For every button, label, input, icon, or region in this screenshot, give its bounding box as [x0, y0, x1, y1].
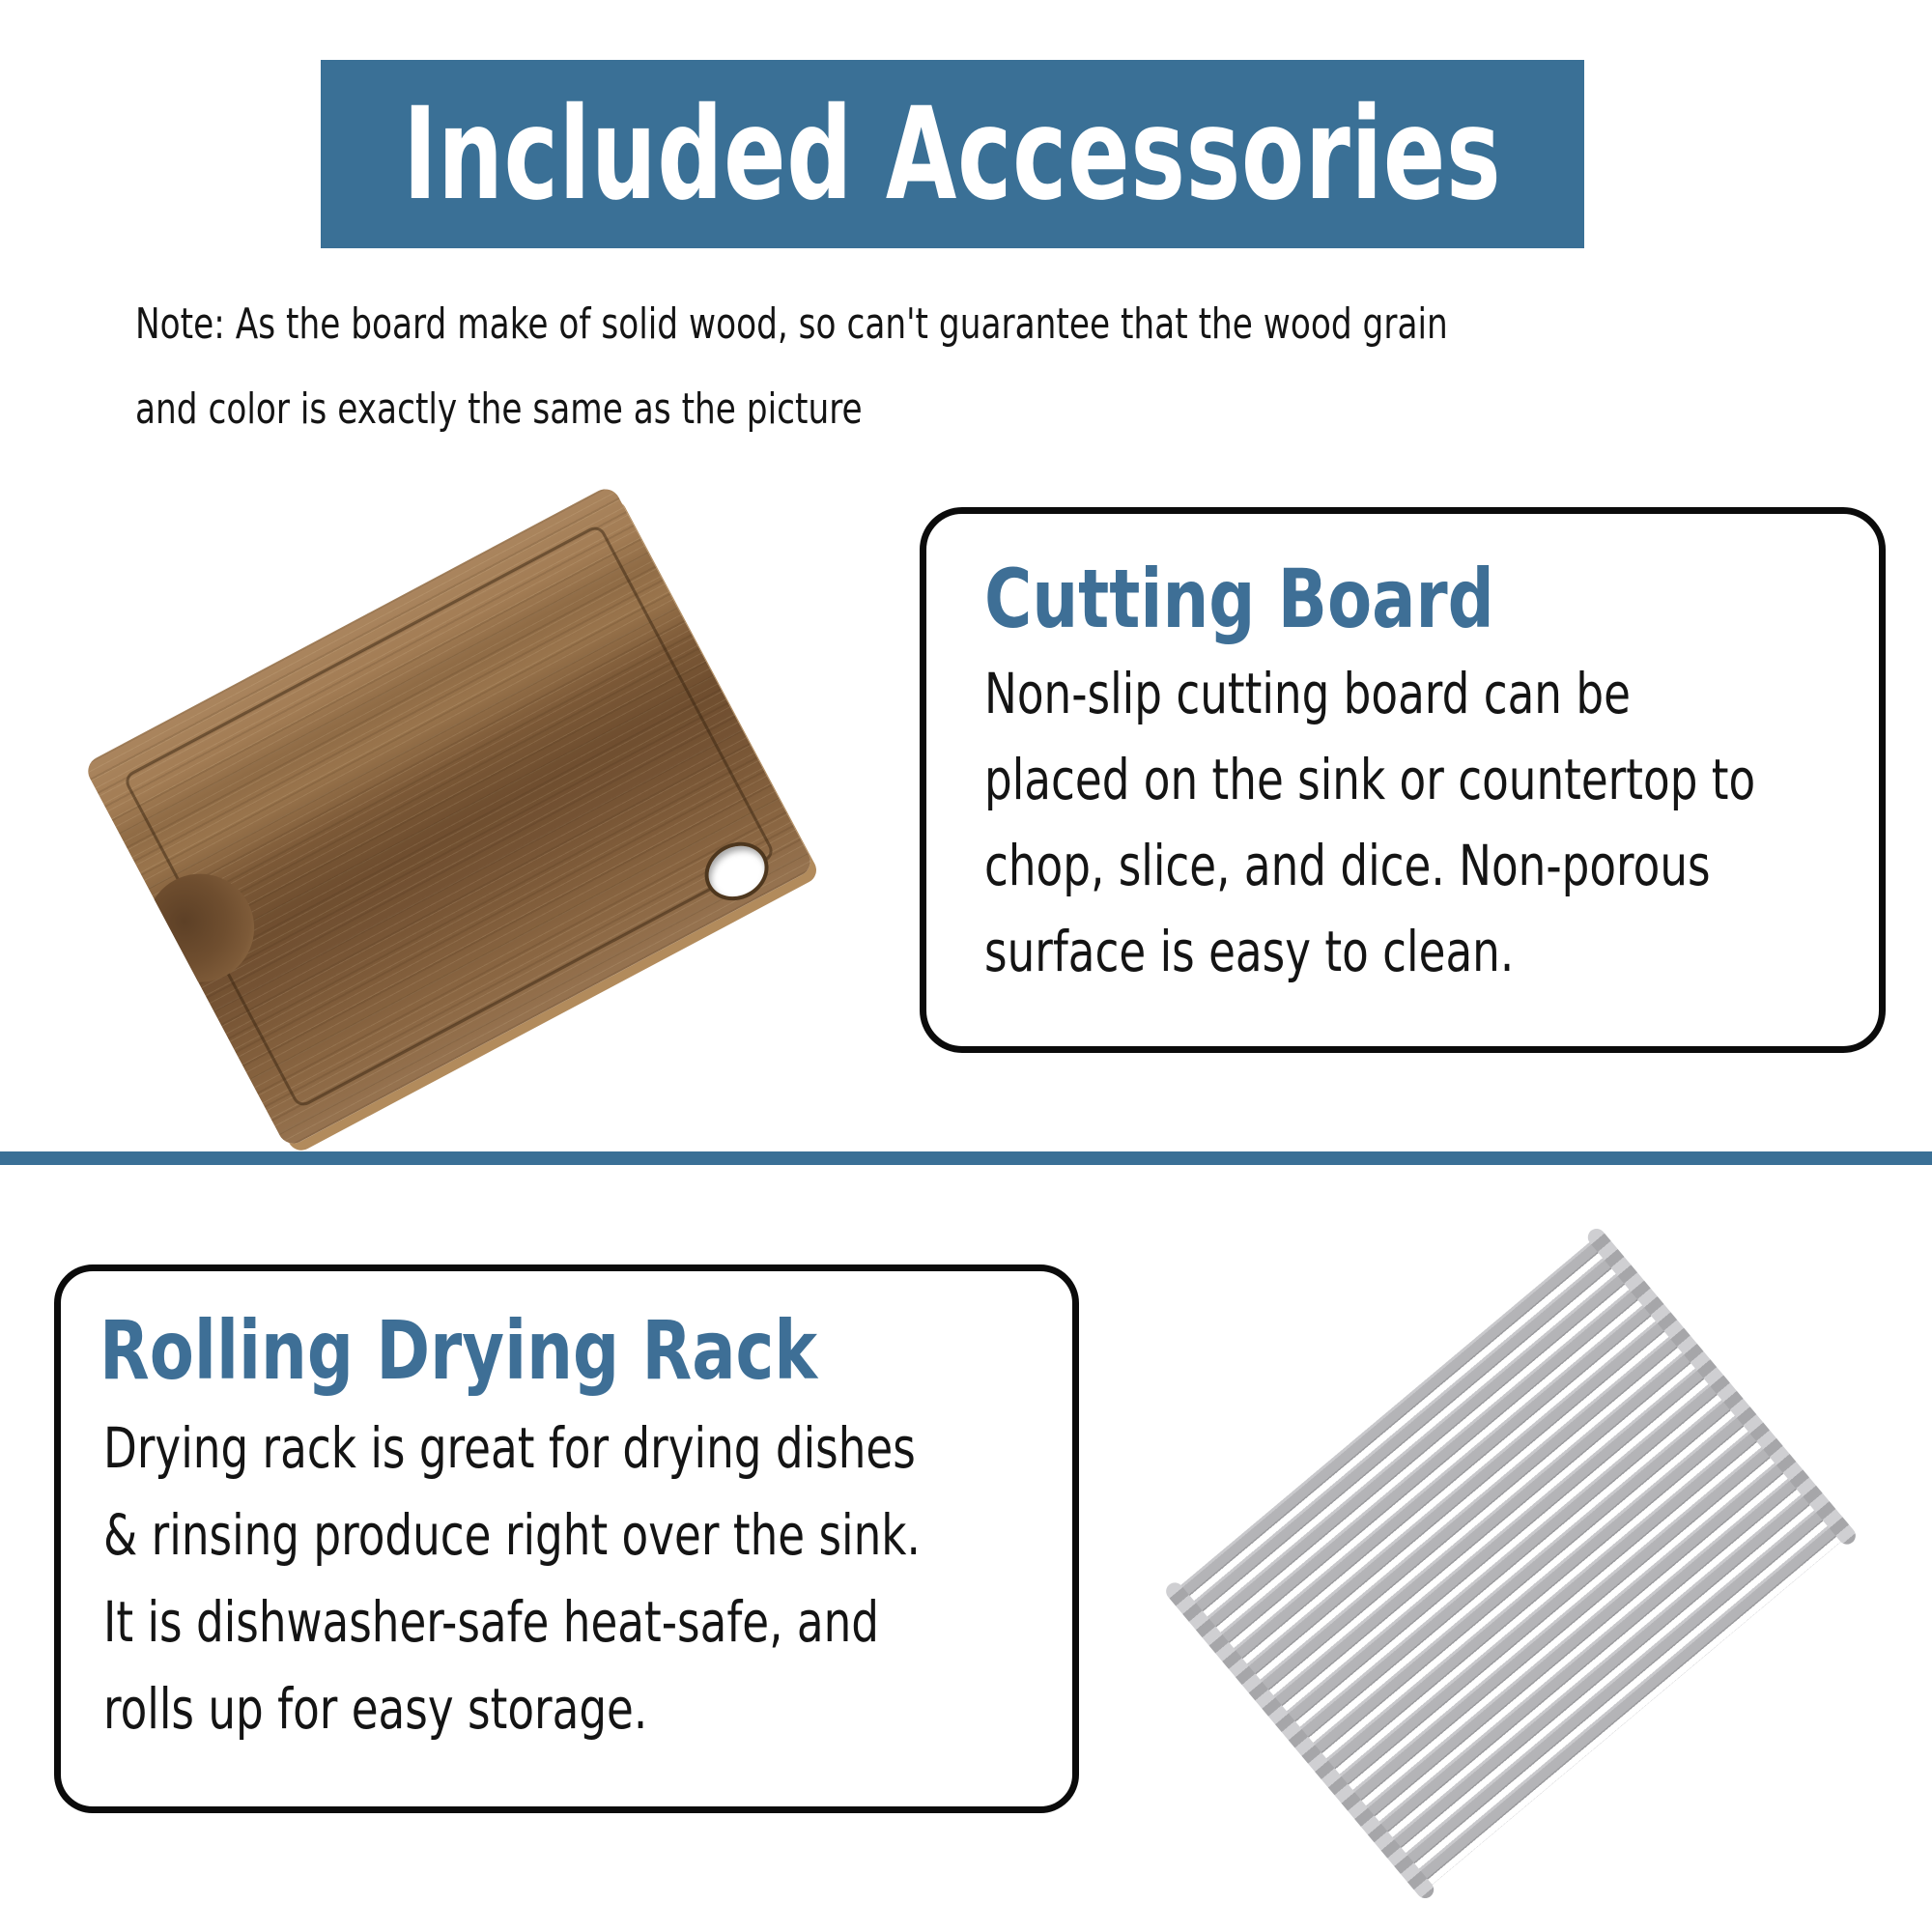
description-line: surface is easy to clean.: [984, 919, 1515, 984]
drying-rack-rods: [1177, 1238, 1845, 1889]
note-line: Note: As the board make of solid wood, so can't guarantee that the wood grain: [135, 299, 1448, 349]
note-text: [135, 282, 1448, 452]
note-line: and color is exactly the same as the picture: [135, 384, 863, 434]
cutting-board-juice-groove: [122, 523, 777, 1109]
cutting-board-description: [984, 651, 1755, 995]
description-line: placed on the sink or countertop to: [984, 747, 1756, 812]
drying-rack-image: [1171, 1234, 1852, 1893]
section-divider: [0, 1151, 1932, 1165]
cutting-board-heading: Cutting Board: [984, 552, 1494, 646]
page-title: Included Accessories: [403, 79, 1502, 229]
drying-rack-heading: Rolling Drying Rack: [99, 1303, 818, 1398]
cutting-board-image: [83, 484, 816, 1149]
drying-rack-card: [54, 1264, 1079, 1813]
title-banner: [321, 60, 1584, 248]
drying-rack-description: [103, 1405, 921, 1752]
description-line: & rinsing produce right over the sink.: [103, 1502, 921, 1568]
description-line: chop, slice, and dice. Non-porous: [984, 833, 1711, 898]
description-line: rolls up for easy storage.: [103, 1676, 648, 1742]
description-line: Non-slip cutting board can be: [984, 661, 1631, 726]
cutting-board-card: [920, 507, 1886, 1053]
description-line: It is dishwasher-safe heat-safe, and: [103, 1589, 879, 1655]
description-line: Drying rack is great for drying dishes: [103, 1415, 916, 1481]
